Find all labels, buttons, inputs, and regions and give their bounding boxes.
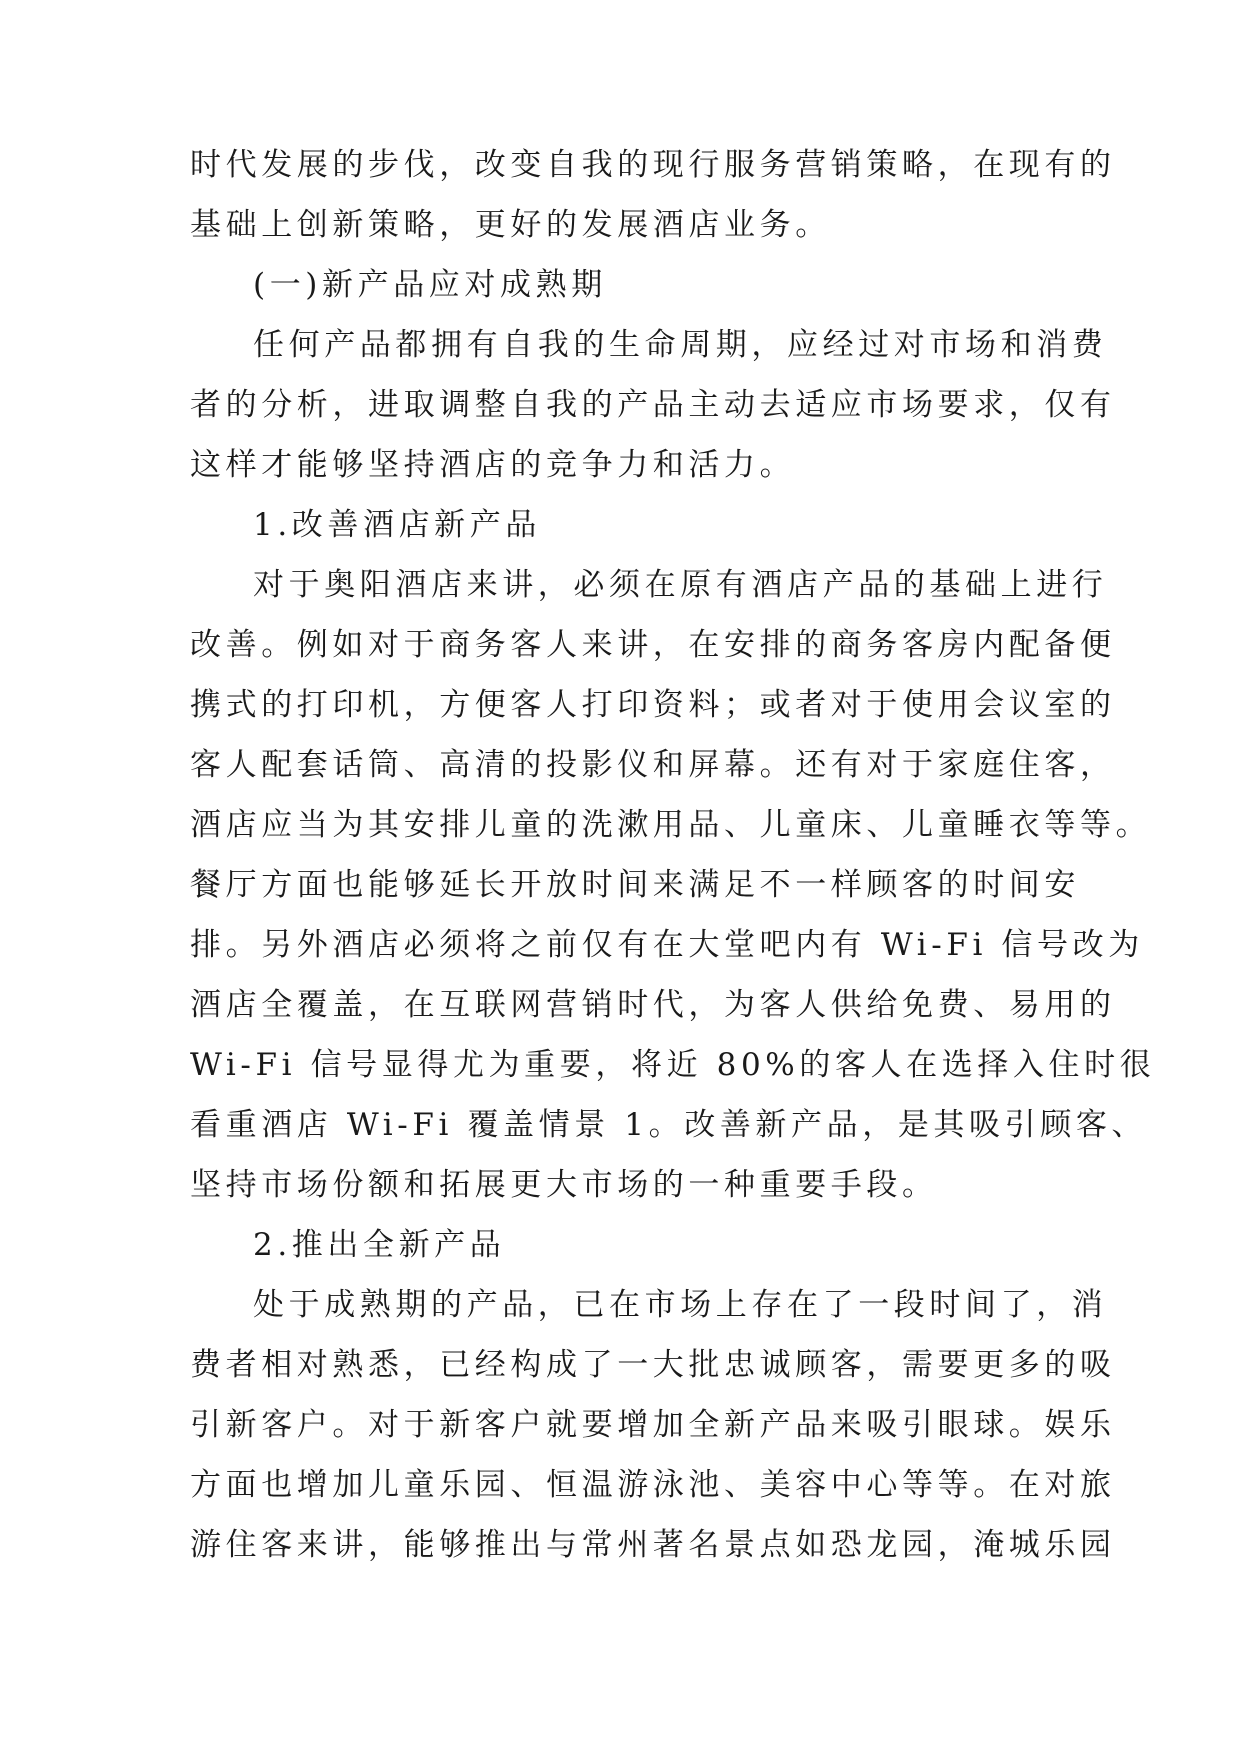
subsection-heading: 1.改善酒店新产品 <box>253 507 541 543</box>
body-text-line: 引新客户。对于新客户就要增加全新产品来吸引眼球。娱乐 <box>190 1407 1116 1443</box>
body-text-line: 这样才能够坚持酒店的竞争力和活力。 <box>190 447 796 483</box>
body-text-line: 看重酒店 Wi-Fi 覆盖情景 1。改善新产品，是其吸引顾客、 <box>190 1107 1148 1143</box>
body-text-line: 排。另外酒店必须将之前仅有在大堂吧内有 Wi-Fi 信号改为 <box>190 927 1144 963</box>
body-text-line: 酒店全覆盖，在互联网营销时代，为客人供给免费、易用的 <box>190 987 1116 1023</box>
body-text-line: 客人配套话筒、高清的投影仪和屏幕。还有对于家庭住客， <box>190 747 1116 783</box>
body-text-line: 酒店应当为其安排儿童的洗漱用品、儿童床、儿童睡衣等等。 <box>190 807 1152 843</box>
section-heading: (一)新产品应对成熟期 <box>253 267 607 303</box>
paragraph-first-line: 对于奥阳酒店来讲，必须在原有酒店产品的基础上进行 <box>253 567 1108 603</box>
subsection-heading: 2.推出全新产品 <box>253 1227 506 1263</box>
body-text-line: 费者相对熟悉，已经构成了一大批忠诚顾客，需要更多的吸 <box>190 1347 1116 1383</box>
paragraph-first-line: 处于成熟期的产品，已在市场上存在了一段时间了，消 <box>253 1287 1108 1323</box>
body-text-line: 时代发展的步伐，改变自我的现行服务营销策略，在现有的 <box>190 147 1116 183</box>
body-text-line: 餐厅方面也能够延长开放时间来满足不一样顾客的时间安 <box>190 867 1080 903</box>
body-text-line: 基础上创新策略，更好的发展酒店业务。 <box>190 207 831 243</box>
body-text-line: 改善。例如对于商务客人来讲，在安排的商务客房内配备便 <box>190 627 1116 663</box>
body-text-line: 游住客来讲，能够推出与常州著名景点如恐龙园，淹城乐园 <box>190 1527 1116 1563</box>
body-text-line: 携式的打印机，方便客人打印资料；或者对于使用会议室的 <box>190 687 1116 723</box>
body-text-line: 坚持市场份额和拓展更大市场的一种重要手段。 <box>190 1167 938 1203</box>
body-text-line: Wi-Fi 信号显得尤为重要，将近 80%的客人在选择入住时很 <box>190 1047 1156 1083</box>
body-text-line: 方面也增加儿童乐园、恒温游泳池、美容中心等等。在对旅 <box>190 1467 1116 1503</box>
paragraph-first-line: 任何产品都拥有自我的生命周期，应经过对市场和消费 <box>253 327 1108 363</box>
body-text-line: 者的分析，进取调整自我的产品主动去适应市场要求，仅有 <box>190 387 1116 423</box>
